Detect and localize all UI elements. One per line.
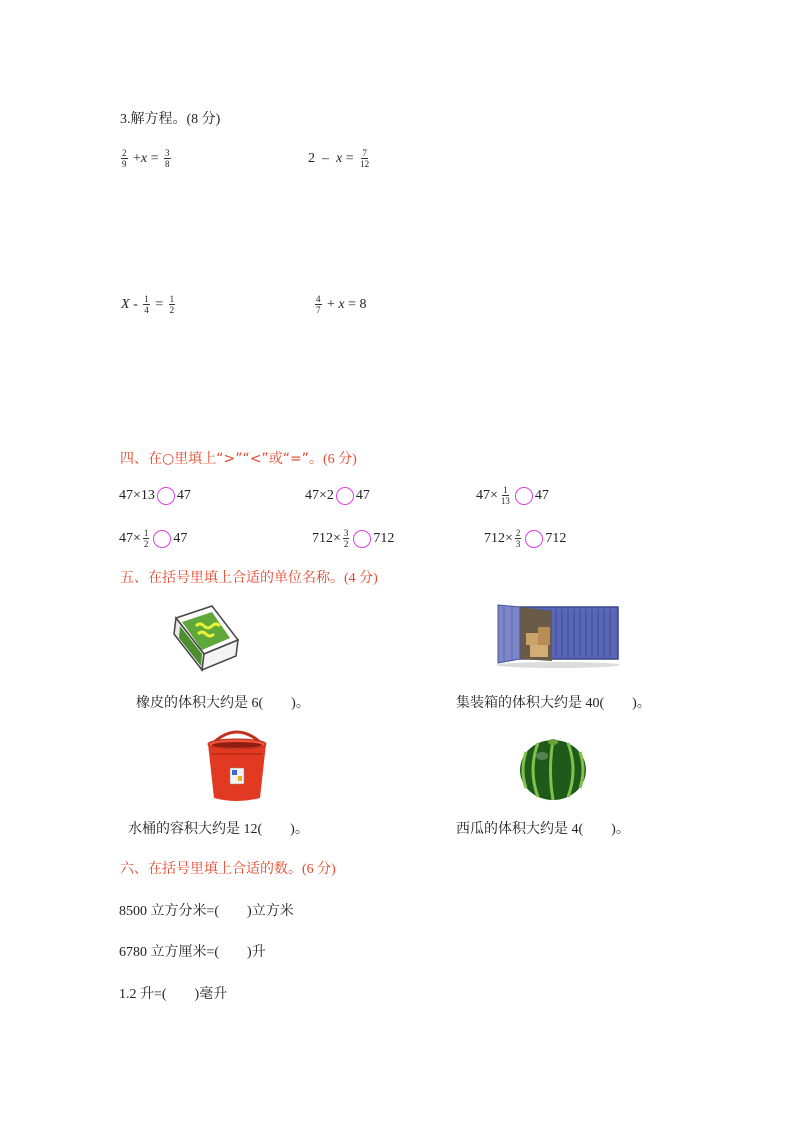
- fraction: $\frac{1}{2}$: [143, 528, 149, 549]
- equation-3: X - $\frac{1}{4}$ = $\frac{1}{2}$: [121, 294, 175, 315]
- answer-circle[interactable]: [353, 530, 371, 548]
- fraction: $\frac{1}{13}$: [500, 485, 510, 506]
- equation-2: 2 – x = $\frac{7}{12}$: [308, 148, 370, 169]
- shipping-container-icon: [492, 603, 622, 669]
- compare-item-1: 47×13 47: [119, 488, 191, 503]
- compare-item-5: 712× $\frac{3}{2}$ 712: [312, 528, 395, 549]
- section-5-title: 五、在括号里填上合适的单位名称。(4 分): [120, 570, 378, 586]
- conversion-item-1: 8500 立方分米=( )立方米: [119, 904, 294, 919]
- watermelon-icon: [518, 734, 588, 802]
- fraction: $\frac{1}{2}$: [169, 294, 175, 315]
- section-3-title: 3.解方程。(8 分): [120, 112, 221, 127]
- compare-item-3: 47× $\frac{1}{13}$ 47: [476, 485, 549, 506]
- answer-circle[interactable]: [153, 530, 171, 548]
- container-question: 集装箱的体积大约是 40( )。: [456, 696, 651, 711]
- answer-circle[interactable]: [515, 487, 533, 505]
- fraction: $\frac{1}{4}$: [144, 294, 149, 315]
- compare-item-6: 712× $\frac{2}{3}$ 712: [484, 528, 567, 549]
- fraction: $\frac{2}{3}$: [515, 528, 521, 549]
- conversion-item-3: 1.2 升=( )毫升: [119, 987, 228, 1002]
- section-4-title: 四、在○里填上“>”“<”或“=”。(6 分): [120, 451, 357, 467]
- bucket-question: 水桶的容积大约是 12( )。: [128, 822, 309, 837]
- equation-4: $\frac{4}{7}$ + x = 8: [316, 294, 367, 315]
- answer-circle[interactable]: [525, 530, 543, 548]
- compare-item-4: 47× $\frac{1}{2}$ 47: [119, 528, 188, 549]
- fraction: $\frac{3}{2}$: [343, 528, 349, 549]
- equation-1: $\frac{2}{9}$ + x = $\frac{3}{8}$: [122, 148, 170, 169]
- watermelon-question: 西瓜的体积大约是 4( )。: [456, 822, 630, 837]
- answer-circle[interactable]: [336, 487, 354, 505]
- conversion-item-2: 6780 立方厘米=( )升: [119, 945, 266, 960]
- eraser-icon: [168, 600, 244, 672]
- bucket-icon: [204, 724, 270, 804]
- fraction: $\frac{2}{9}$: [122, 148, 127, 169]
- fraction: $\frac{4}{7}$: [316, 294, 321, 315]
- fraction: $\frac{7}{12}$: [360, 148, 370, 169]
- eraser-question: 橡皮的体积大约是 6( )。: [136, 696, 310, 711]
- fraction: $\frac{3}{8}$: [165, 148, 170, 169]
- answer-circle[interactable]: [157, 487, 175, 505]
- compare-item-2: 47×2 47: [305, 488, 370, 503]
- section-6-title: 六、在括号里填上合适的数。(6 分): [120, 861, 336, 877]
